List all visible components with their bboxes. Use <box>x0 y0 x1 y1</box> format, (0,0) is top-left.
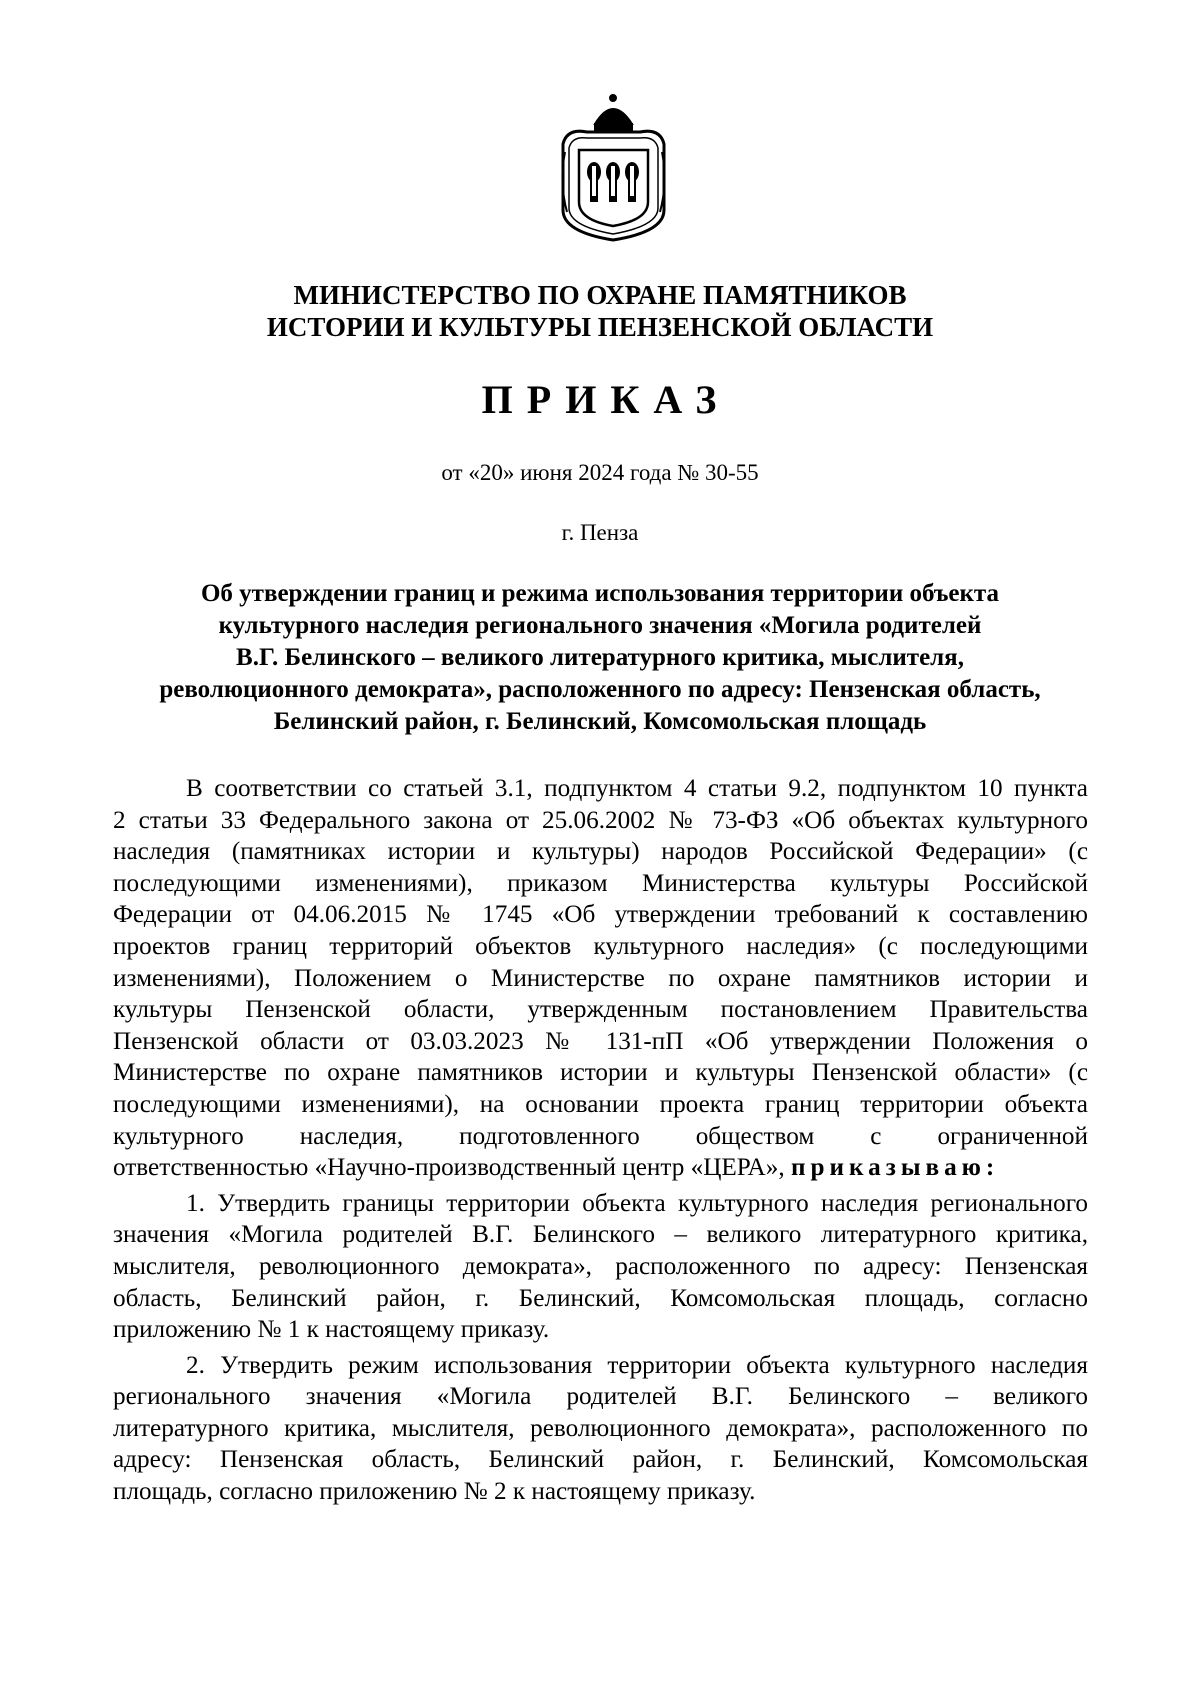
subject-line: Об утверждении границ и режима использования территории объекта <box>200 580 1000 607</box>
document-type-title: ПРИКАЗ <box>481 377 731 422</box>
document-city: г. Пенза <box>561 520 639 545</box>
body-line: В соответствии со статьей 3.1, подпунктом 4 статьи 9.2, подпунктом 10 пункта <box>186 775 1088 802</box>
pensa-coat-of-arms-icon <box>557 92 670 242</box>
ministry-name-line2: ИСТОРИИ И КУЛЬТУРЫ ПЕНЗЕНСКОЙ ОБЛАСТИ <box>266 312 934 342</box>
order-keyword: приказываю: <box>790 1154 1000 1182</box>
body-line: последующими изменениями), на основании проекта границ территории объекта <box>113 1090 1088 1118</box>
body-line: 1. Утвердить границы территории объекта культурного наследия регионального <box>186 1189 1088 1217</box>
body-line <box>113 1152 1088 1184</box>
body-line: область, Белинский район, г. Белинский, Комсомольская площадь, согласно <box>113 1284 1088 1312</box>
body-line: последующими изменениями), приказом Министерства культуры Российской <box>113 869 1088 897</box>
order-item-2 <box>113 1350 1088 1508</box>
body-line: Министерстве по охране памятников истории и культуры Пензенской области» (с <box>113 1059 1088 1087</box>
order-item-1 <box>113 1188 1088 1346</box>
subject-line: культурного наследия регионального значения «Могила родителей <box>218 612 982 639</box>
body-line: Федерации от 04.06.2015 № 1745 «Об утверждении требований к составлению <box>113 901 1088 929</box>
body-line: значения «Могила родителей В.Г. Белинского – великого литературного критика, <box>113 1221 1088 1249</box>
body-line: приложению № 1 к настоящему приказу. <box>113 1316 550 1344</box>
body-line: наследия (памятниках истории и культуры) народов Российской Федерации» (с <box>113 838 1088 866</box>
body-line: 2 статьи 33 Федерального закона от 25.06.2002 № 73-ФЗ «Об объектах культурного <box>113 806 1088 834</box>
document-body <box>113 773 1088 1508</box>
body-line: изменениями), Положением о Министерстве по охране памятников истории и <box>113 964 1088 992</box>
body-line: проектов границ территорий объектов культурного наследия» (с последующими <box>113 932 1088 960</box>
preamble-last-text: ответственностью «Научно-производственный центр «ЦЕРА», <box>113 1154 791 1182</box>
document-subject <box>120 578 1080 738</box>
subject-line: Белинский район, г. Белинский, Комсомольская площадь <box>273 708 927 735</box>
body-line: Пензенской области от 03.03.2023 № 131-пП «Об утверждении Положения о <box>113 1027 1088 1055</box>
subject-line: В.Г. Белинского – великого литературного критика, мыслителя, <box>236 644 964 671</box>
body-line: литературного критика, мыслителя, революционного демократа», расположенного по <box>113 1414 1088 1442</box>
preamble-paragraph <box>113 773 1088 1184</box>
body-line: площадь, согласно приложению № 2 к настоящему приказу. <box>113 1478 756 1506</box>
document-date-number: от «20» июня 2024 года № 30-55 <box>441 460 759 485</box>
body-line: мыслителя, революционного демократа», расположенного по адресу: Пензенская <box>113 1252 1088 1280</box>
body-line: 2. Утвердить режим использования территории объекта культурного наследия <box>186 1351 1088 1379</box>
body-line: адресу: Пензенская область, Белинский район, г. Белинский, Комсомольская <box>113 1446 1088 1474</box>
body-line: культуры Пензенской области, утвержденным постановлением Правительства <box>113 996 1088 1024</box>
body-line: регионального значения «Могила родителей В.Г. Белинского – великого <box>113 1383 1088 1411</box>
ministry-name-line1: МИНИСТЕРСТВО ПО ОХРАНЕ ПАМЯТНИКОВ <box>293 280 907 310</box>
subject-line: революционного демократа», расположенного по адресу: Пензенская область, <box>159 676 1041 703</box>
body-line: культурного наследия, подготовленного обществом с ограниченной <box>113 1122 1088 1150</box>
